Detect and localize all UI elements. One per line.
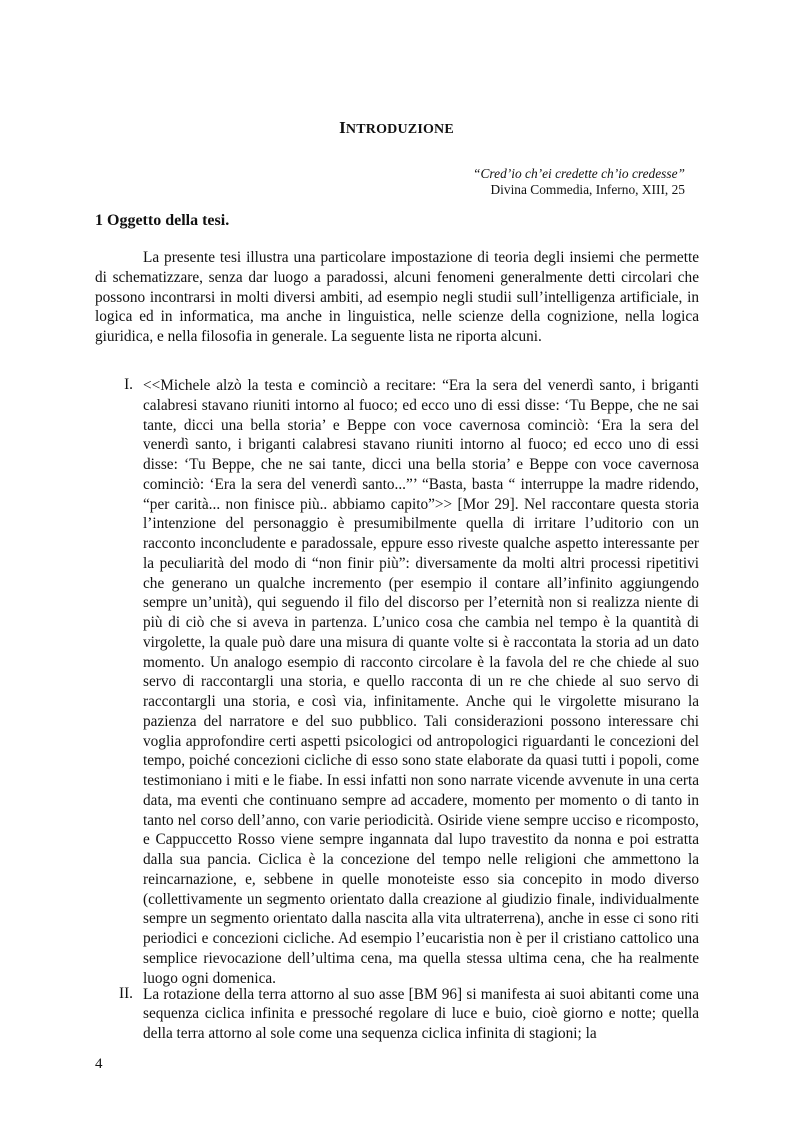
page-title [0,118,793,138]
epigraph-source: Divina Commedia, Inferno, XIII, 25 [490,182,685,197]
list-item-number: I. [124,376,133,393]
list-item-number: II. [118,985,133,1002]
list-item-text: <<Michele alzò la testa e cominciò a recitare: “Era la sera del venerdì santo, i briganti calabresi stavano riuniti intorno al fuoco; ed ecco uno di essi disse: ‘Tu Beppe, che ne sai tante, dicci una bella storia’ e Beppe con voce cavernosa cominciò: ‘Era la sera del venerdì santo, i briganti calabresi stavano riuniti intorno al fuoco; ed ecco uno di essi disse: ‘Tu Beppe, che ne sai tante, dicci una bella storia’ e Beppe con voce cavernosa cominciò: ‘Era la sera del venerdì santo...”’ “Basta, basta “ interruppe la madre ridendo, “per carità... non finisce più.. abbiamo capito”>> [Mor 29]. Nel raccontare questa storia l’intenzione del personaggio è presumibilmente quella di irritare l’uditorio con un racconto inconcludente e paradossale, eppure esso riveste qualche aspetto interessante per la peculiarità del modo di “non finir più”: diversamente da molti altri processi ripetitivi che generano un qualche incremento (per esempio il contare all’infinito aggiungendo sempre un’unità), qui seguendo il filo del discorso per l’eternità non si realizza niente di più di ciò che si aveva in partenza. L’unico cosa che cambia nel tempo è la quantità di virgolette, la quale può dare una misura di quante volte si è raccontata la storia ad un dato momento. Un analogo esempio di racconto circolare è la favola del re che chiede al suo servo di raccontargli una storia, e quello racconta di un re che chiede al suo servo di raccontargli una storia, e così via, infinitamente. Anche qui le virgolette misurano la pazienza del narratore e del suo pubblico. Tali considerazioni possono interessare chi voglia approfondire certi aspetti psicologici od antropologici riguardanti le concezioni del tempo, poiché concezioni cicliche di esso sono state elaborate da quasi tutti i popoli, come testimoniano i miti e le fiabe. In essi infatti non sono narrate vicende avvenute in una certa data, ma eventi che continuano sempre ad accadere, momento per momento o di tanto in tanto nel corso dell’anno, con varie periodicità. Osiride viene sempre ucciso e ricomposto, e Cappuccetto Rosso viene sempre ingannata dal lupo travestito da nonna e poi estratta dalla sua pancia. Ciclica è la concezione del tempo nelle religioni che ammettono la reincarnazione, e, sebbene in quelle monoteiste esso sia concepito in modo diverso (collettivamente un segmento orientato dalla creazione al giudizio finale, individualmente sempre un segmento orientato dalla nascita alla vita ultraterrena), anche in esse ci sono riti periodici e concezioni cicliche. Ad esempio l’eucaristia non è per il cristiano cattolico una semplice rievocazione dell’ultima cena, ma quella stessa ultima cena, che ha realmente luogo ogni domenica. [143,377,699,987]
title-rest: NTRODUZIONE [345,122,454,137]
intro-paragraph: La presente tesi illustra una particolare impostazione di teoria degli insiemi che permette di schematizzare, senza dar luogo a paradossi, alcuni fenomeni generalmente detti circolari che possono incontrarsi in molti diversi ambiti, ad esempio negli studii sull’intelligenza artificiale, in logica ed in informatica, ma anche in linguistica, nelle scienze della cognizione, nella logica giuridica, e nella filosofia in generale. La seguente lista ne riporta alcuni. [95,249,699,346]
epigraph [473,166,685,198]
section-heading: 1 Oggetto della tesi. [95,212,230,229]
list-item-text: La rotazione della terra attorno al suo asse [BM 96] si manifesta ai suoi abitanti come una sequenza ciclica infinita e pressoché regolare di luce e buio, cioè giorno e notte; quella della terra attorno al sole come una sequenza ciclica infinita di stagioni; la [143,986,699,1042]
title-initial: I [339,118,346,137]
page-number: 4 [95,1056,103,1072]
epigraph-quote: “Cred’io ch’ei credette ch’io credesse” [473,166,685,181]
